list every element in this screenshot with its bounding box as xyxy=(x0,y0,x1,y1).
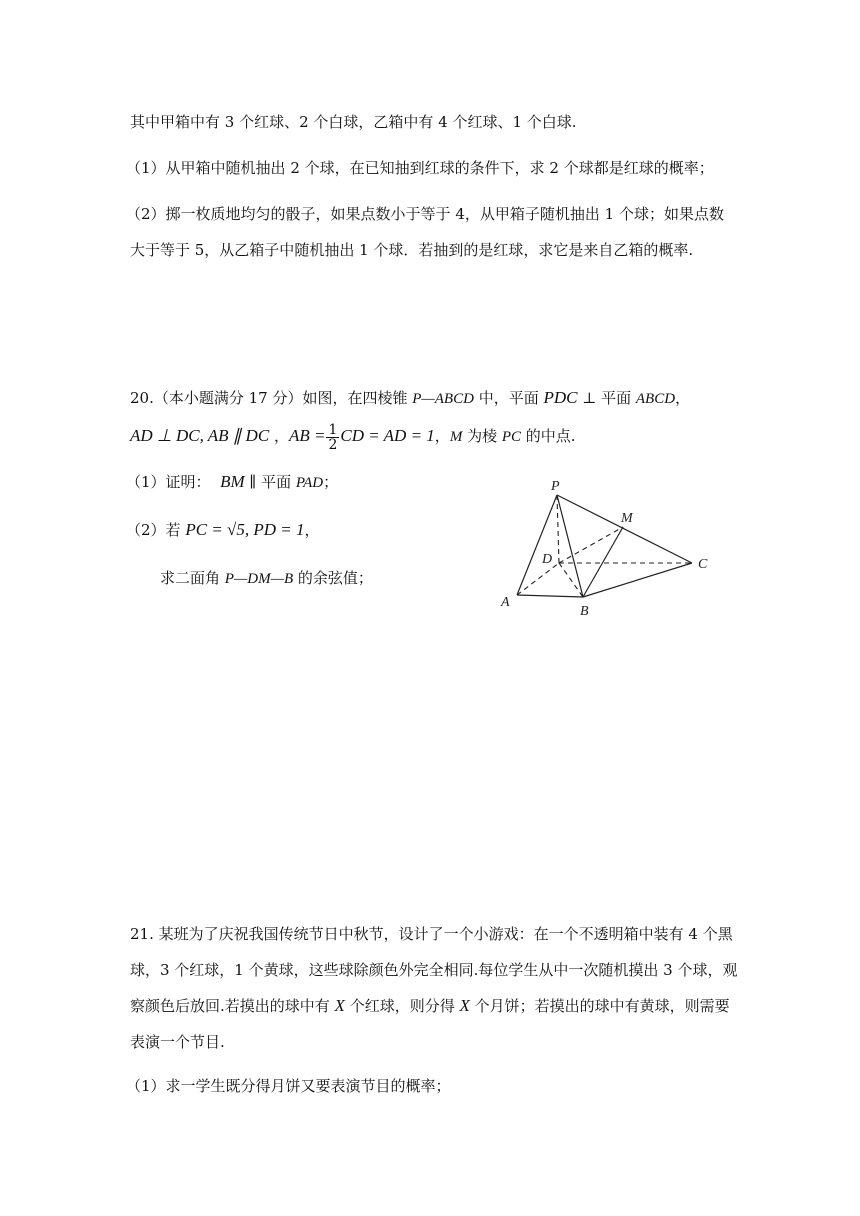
q21-line3-a: 察颜色后放回.若摸出的球中有 xyxy=(130,997,335,1015)
q21-var-x2: X xyxy=(459,996,470,1015)
label-d: D xyxy=(542,552,553,567)
label-b: B xyxy=(580,604,589,619)
q20-part1-a: （1）证明： xyxy=(126,473,211,491)
q20-cond-e: 的中点. xyxy=(521,427,576,445)
q20-part3-a: 求二面角 xyxy=(160,569,225,587)
label-c: C xyxy=(698,557,708,572)
q20-heading xyxy=(130,388,690,409)
q19-part1: （1）从甲箱中随机抽出 2 个球，在已知抽到红球的条件下，求 2 个球都是红球的概率； xyxy=(126,159,714,177)
pyramid-figure xyxy=(495,475,725,625)
q21-line3 xyxy=(130,996,730,1016)
label-m: M xyxy=(621,511,633,526)
q20-part3-b: 的余弦值； xyxy=(293,569,373,587)
q20-frac-num: 1 xyxy=(328,421,338,438)
q20-cond1: AD ⊥ DC, AB ∥ DC xyxy=(130,426,270,445)
q20-heading-b: 中，平面 xyxy=(473,389,544,407)
edge-pa xyxy=(517,495,557,595)
q20-part2-question xyxy=(160,568,373,589)
q21-part1: （1）求一学生既分得月饼又要表演节目的概率； xyxy=(126,1077,451,1095)
q19-part2-line1: （2）掷一枚质地均匀的骰子，如果点数小于等于 4，从甲箱子随机抽出 1 个球；如果点数 xyxy=(126,205,724,223)
q20-cond2-a: AB = xyxy=(288,426,326,445)
q20-pyramid: P—ABCD xyxy=(412,391,474,407)
label-a: A xyxy=(501,595,510,610)
q19-part2-line2: 大于等于 5，从乙箱子中随机抽出 1 个球．若抽到的是红球，求它是来自乙箱的概率. xyxy=(130,241,694,259)
q20-part1-pad: PAD xyxy=(295,475,324,491)
q19-intro: 其中甲箱中有 3 个红球、2 个白球，乙箱中有 4 个红球、1 个白球. xyxy=(130,113,577,131)
q21-line3-c: 个月饼；若摸出的球中有黄球，则需要 xyxy=(469,997,730,1015)
q20-fraction xyxy=(326,423,339,452)
edge-ab xyxy=(517,595,583,597)
q20-dihedral-angle: P—DM—B xyxy=(224,571,294,587)
q21-line4: 表演一个节目. xyxy=(130,1033,225,1051)
label-p: P xyxy=(551,479,560,494)
q20-point-m: M xyxy=(449,429,463,445)
q20-cond2-b: CD = AD = 1 xyxy=(340,426,435,445)
edge-pd xyxy=(557,495,559,563)
q20-part2 xyxy=(126,520,320,540)
q20-part2-a: （2）若 xyxy=(126,521,186,539)
q21-line1: 21. 某班为了庆祝我国传统节日中秋节，设计了一个小游戏：在一个不透明箱中装有 4 个黑 xyxy=(130,925,733,943)
q20-cond-sep: ， xyxy=(269,427,289,445)
q20-part1-bm: BM xyxy=(220,472,245,491)
q20-edge-pc: PC xyxy=(501,429,522,445)
q21-line3-b: 个红球，则分得 xyxy=(344,997,460,1015)
edge-db xyxy=(559,563,583,597)
q20-plane-abcd: ABCD xyxy=(635,391,676,407)
q20-heading-c: ⊥ 平面 xyxy=(577,389,636,407)
q20-plane-pdc: PDC xyxy=(543,388,578,407)
q20-part1-c: ； xyxy=(323,473,339,491)
edge-pb xyxy=(557,495,583,597)
q20-part1-b: ∥ 平面 xyxy=(244,473,296,491)
q20-part2-b: ， xyxy=(304,521,320,539)
q20-frac-den: 2 xyxy=(328,436,338,453)
q20-conditions xyxy=(130,422,576,452)
q20-cond-d: 为棱 xyxy=(462,427,502,445)
q20-heading-a: 20.（本小题满分 17 分）如图，在四棱锥 xyxy=(130,389,413,407)
q21-var-x1: X xyxy=(334,996,345,1015)
q21-line2: 球，3 个红球，1 个黄球，这些球除颜色外完全相同.每位学生从中一次随机摸出 3 个球，观 xyxy=(130,961,738,979)
q20-part1 xyxy=(126,472,338,493)
q20-part2-math: PC = √5, PD = 1 xyxy=(185,520,305,539)
q20-heading-d: ， xyxy=(675,389,691,407)
q20-cond-c: ， xyxy=(434,427,450,445)
